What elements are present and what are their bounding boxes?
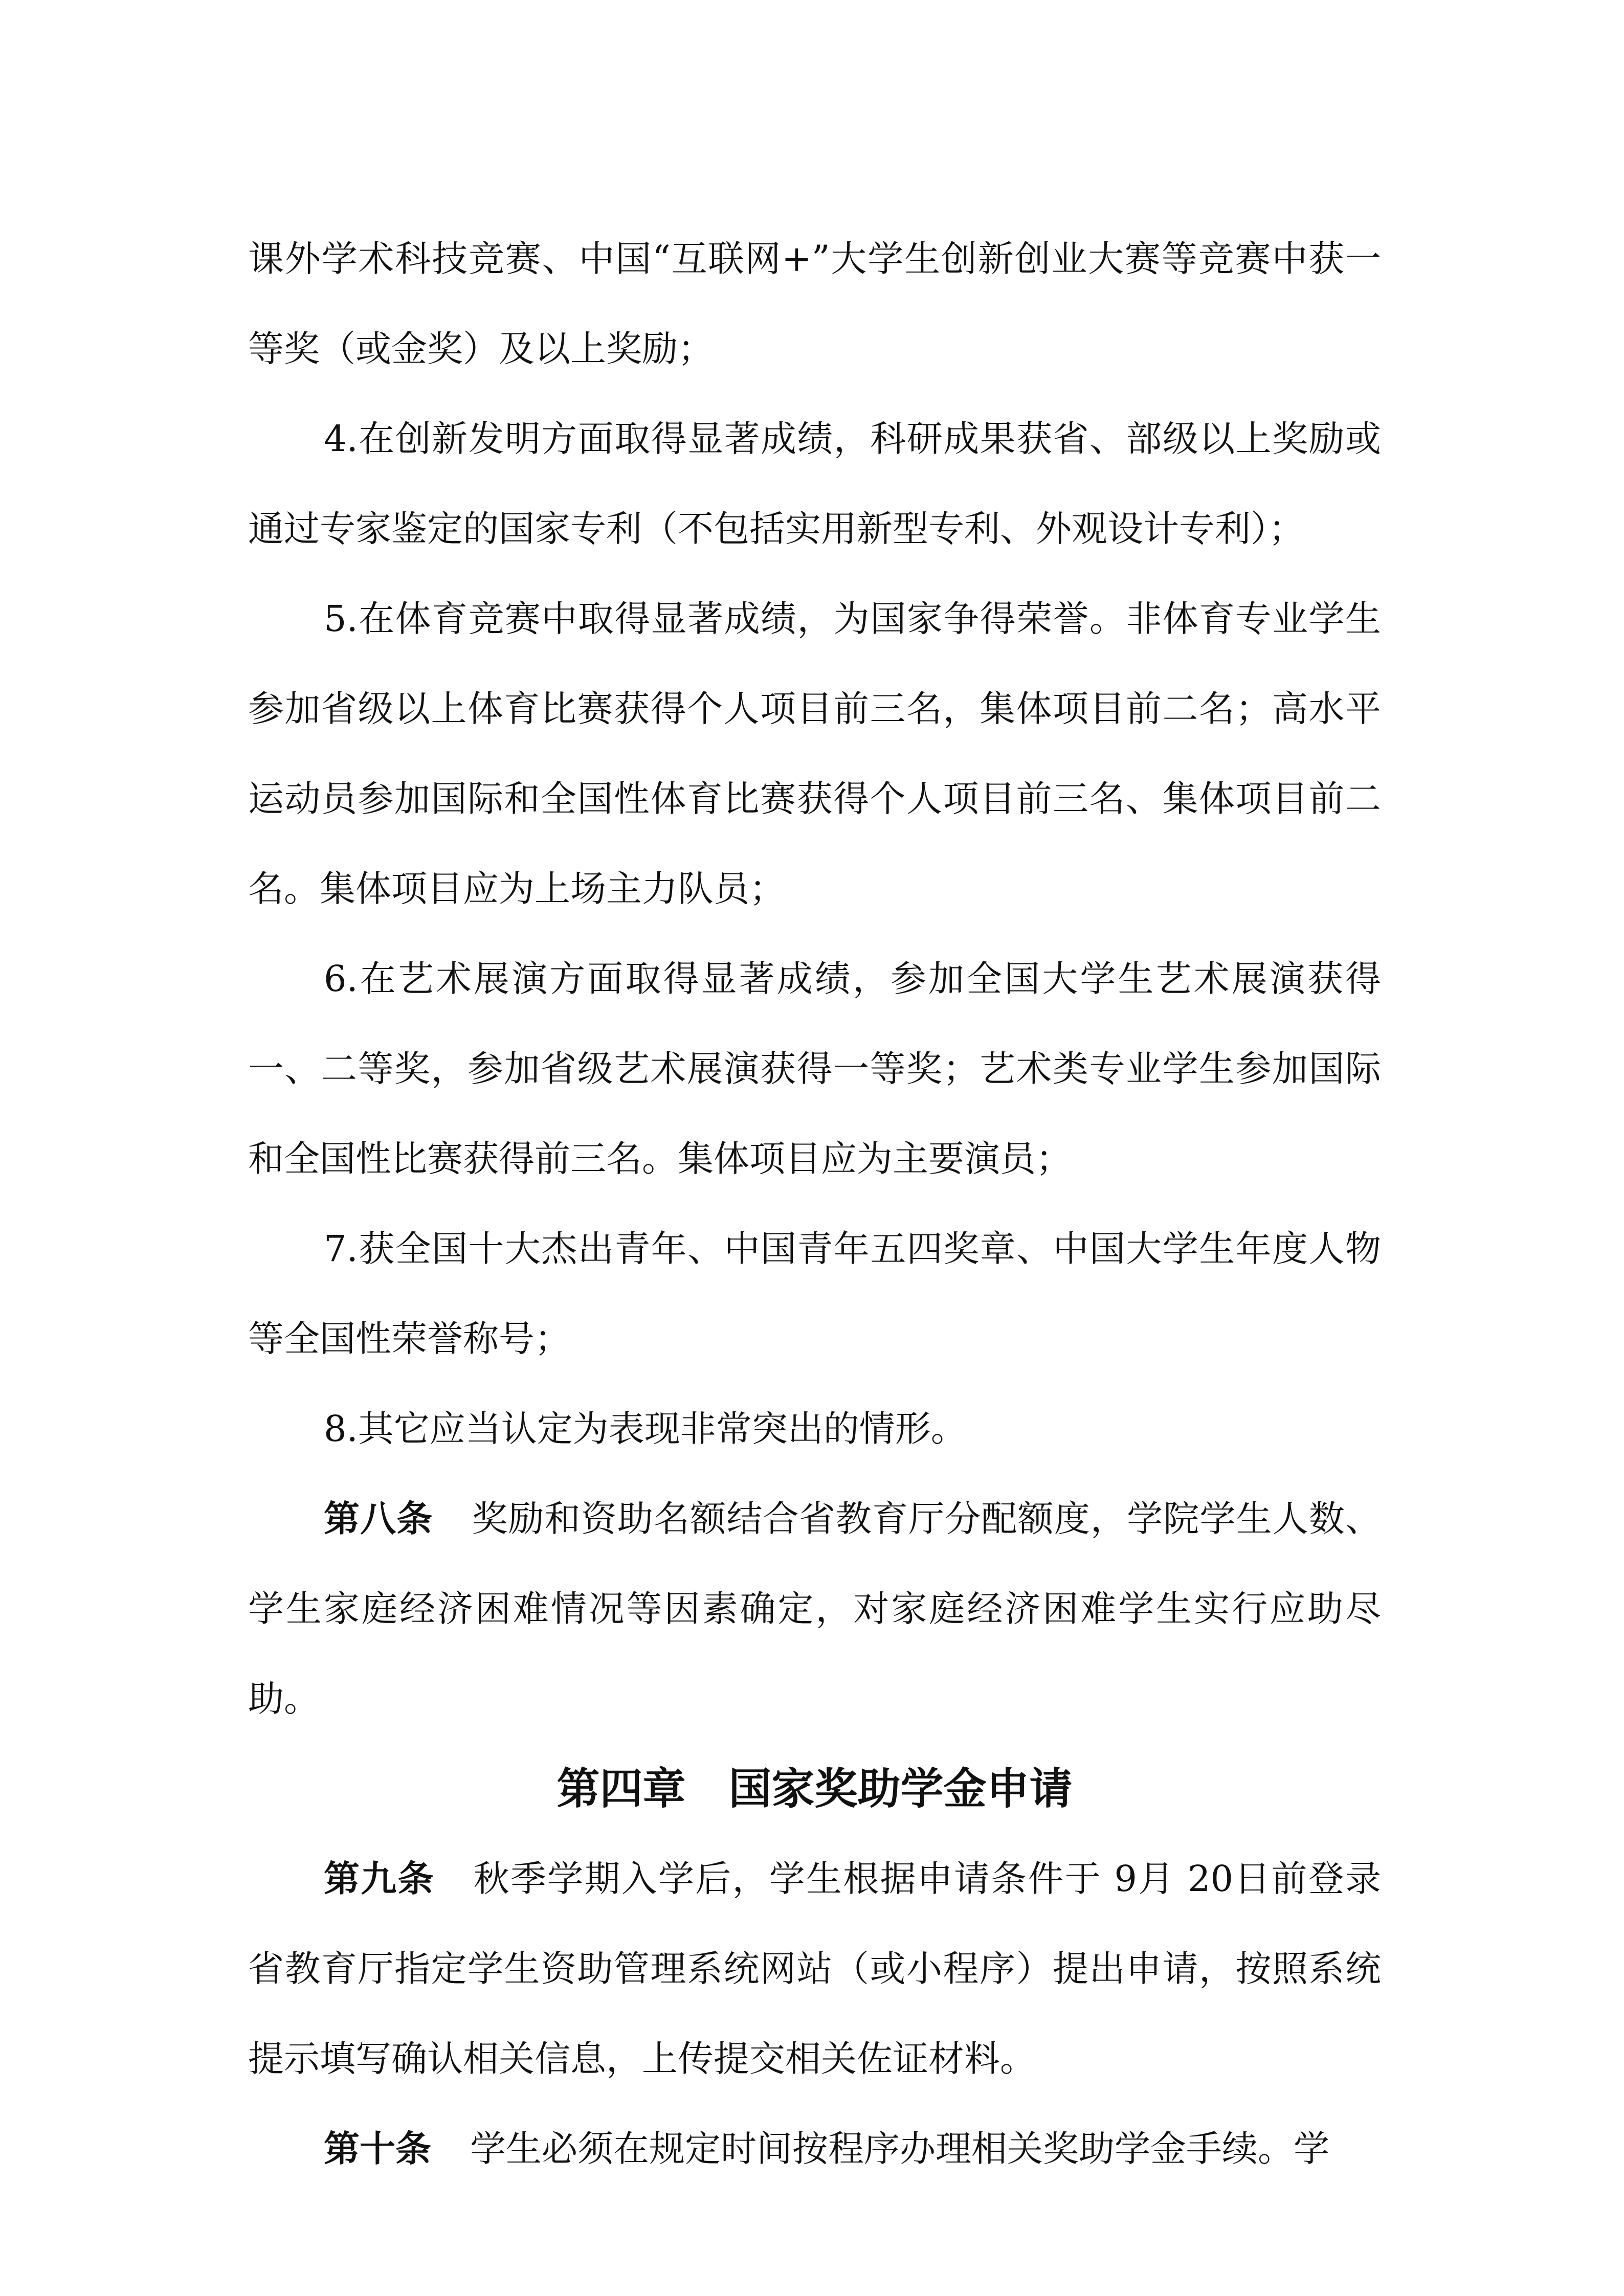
- paragraph-item-8-other: 8.其它应当认定为表现非常突出的情形。: [324, 1408, 967, 1450]
- article-10: [248, 2104, 1381, 2194]
- document-body: [248, 214, 1381, 2194]
- article-8: [248, 1474, 1381, 1744]
- article-8-label: 第八条: [324, 1497, 433, 1540]
- paragraph-item-5-sports: 5.在体育竞赛中取得显著成绩，为国家争得荣誉。非体育专业学生参加省级以上体育比赛获得个人项目前三名，集体项目前二名；高水平运动员参加国际和全国性体育比赛获得个人项目前三名、集体项目前二名。集体项目应为上场主力队员；: [248, 598, 1381, 910]
- paragraph-item-4-innovation: 4.在创新发明方面取得显著成绩，科研成果获省、部级以上奖励或通过专家鉴定的国家专利（不包括实用新型专利、外观设计专利）；: [248, 418, 1381, 550]
- article-9: [248, 1834, 1381, 2104]
- article-9-label: 第九条: [324, 1857, 435, 1900]
- paragraph-item-7-honors: 7.获全国十大杰出青年、中国青年五四奖章、中国大学生年度人物等全国性荣誉称号；: [248, 1228, 1381, 1360]
- chapter-4-heading: [248, 1744, 1381, 1834]
- article-10-text: 学生必须在规定时间按程序办理相关奖助学金手续。学: [470, 2128, 1329, 2170]
- paragraph-competition-awards: 课外学术科技竞赛、中国“互联网+”大学生创新创业大赛等竞赛中获一等奖（或金奖）及以上奖励；: [248, 238, 1381, 370]
- chapter-4-number: 第四章: [557, 1763, 686, 1814]
- chapter-4-title: 国家奖助学金申请: [728, 1763, 1073, 1814]
- article-8-text: 奖励和资助名额结合省教育厅分配额度，学院学生人数、学生家庭经济困难情况等因素确定，对家庭经济困难学生实行应助尽助。: [248, 1498, 1382, 1720]
- article-9-text: 秋季学期入学后，学生根据申请条件于 9月 20日前登录省教育厅指定学生资助管理系统网站（或小程序）提出申请，按照系统提示填写确认相关信息，上传提交相关佐证材料。: [248, 1858, 1382, 2080]
- paragraph-item-6-arts: 6.在艺术展演方面取得显著成绩，参加全国大学生艺术展演获得一、二等奖，参加省级艺术展演获得一等奖；艺术类专业学生参加国际和全国性比赛获得前三名。集体项目应为主要演员；: [248, 958, 1381, 1180]
- article-10-label: 第十条: [324, 2127, 431, 2170]
